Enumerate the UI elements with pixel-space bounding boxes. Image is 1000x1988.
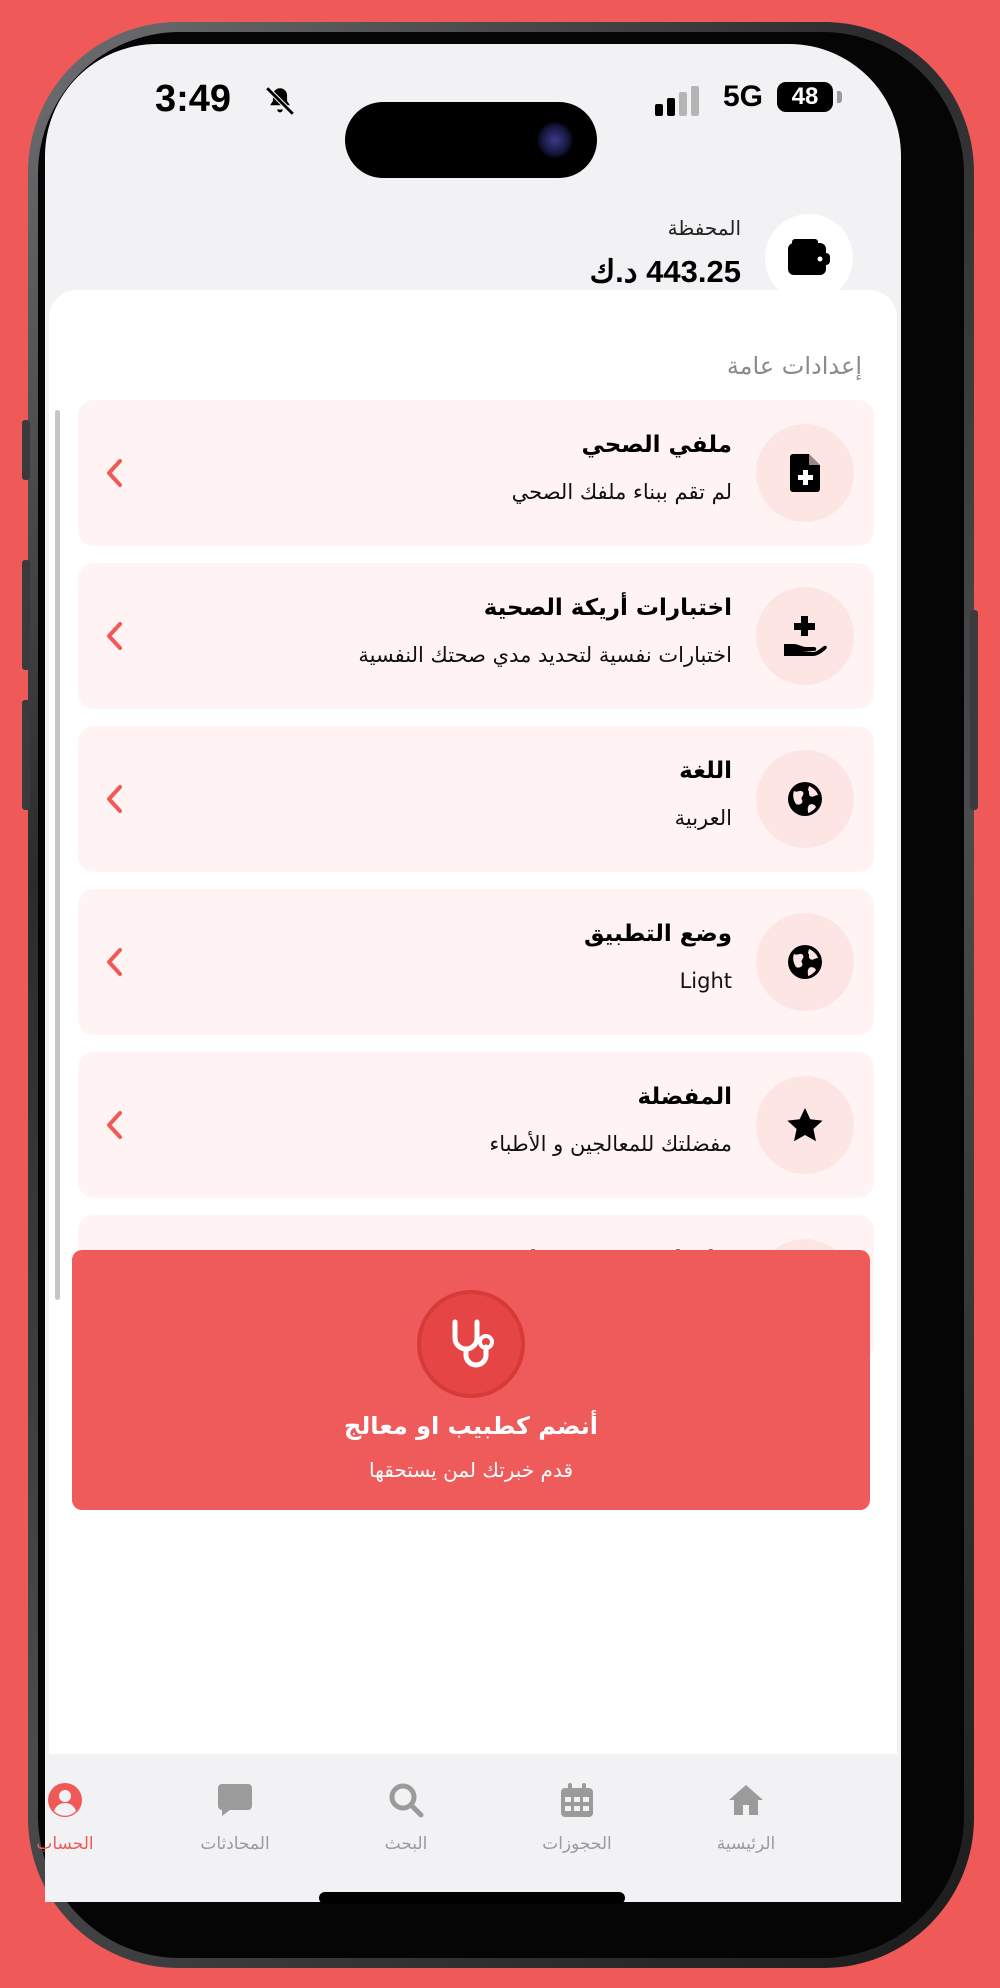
- bottom-tab-bar: [36, 1754, 901, 1902]
- battery-nub: [837, 91, 842, 103]
- wallet-icon: [788, 239, 830, 277]
- settings-item-title: اختبارات أريكة الصحية: [483, 595, 732, 621]
- power-button: [970, 610, 978, 810]
- settings-item-favorites[interactable]: [78, 1052, 874, 1198]
- section-title: إعدادات عامة: [726, 352, 862, 380]
- user-circle-icon: [47, 1782, 83, 1818]
- settings-item-icon-wrap: [756, 750, 854, 848]
- chevron-left-icon: [104, 619, 124, 653]
- settings-item-icon-wrap: [756, 587, 854, 685]
- stethoscope-icon: [443, 1316, 499, 1372]
- scrollbar[interactable]: [55, 410, 60, 1300]
- tab-search[interactable]: [336, 1778, 476, 1854]
- battery-level: 48: [777, 82, 833, 112]
- chevron-left-icon: [104, 1108, 124, 1142]
- calendar-icon: [561, 1783, 593, 1817]
- tab-label: الحجوزات: [542, 1834, 612, 1854]
- action-button: [22, 420, 30, 480]
- settings-item-icon-wrap: [756, 424, 854, 522]
- settings-item-subtitle: العربية: [674, 806, 732, 830]
- chevron-left-icon: [104, 945, 124, 979]
- chat-icon: [218, 1784, 252, 1816]
- bell-slash-icon: [263, 84, 297, 118]
- settings-item-icon-wrap: [756, 1076, 854, 1174]
- wallet-button[interactable]: [765, 214, 853, 302]
- screen: [36, 44, 901, 1902]
- settings-item-title: اللغة: [679, 758, 732, 784]
- tab-account[interactable]: [0, 1778, 135, 1854]
- volume-up-button: [22, 560, 30, 670]
- settings-list: [78, 400, 874, 1378]
- settings-item-title: وضع التطبيق: [583, 921, 732, 947]
- chevron-left-icon: [104, 456, 124, 490]
- tab-bookings[interactable]: [507, 1778, 647, 1854]
- tab-home[interactable]: [676, 1778, 816, 1854]
- home-indicator[interactable]: [319, 1892, 625, 1904]
- join-title: أنضم كطبيب او معالج: [344, 1412, 598, 1440]
- settings-item-title: المفضلة: [637, 1084, 732, 1110]
- search-icon: [388, 1782, 424, 1818]
- status-time: 3:49: [155, 78, 232, 120]
- settings-item-title: ملفي الصحي: [581, 432, 732, 458]
- settings-item-subtitle: اختبارات نفسية لتحديد مدي صحتك النفسية: [358, 643, 732, 667]
- file-medical-icon: [790, 454, 820, 492]
- tab-label: البحث: [384, 1834, 428, 1854]
- status-bar: [45, 44, 901, 154]
- join-icon-wrap: [417, 1290, 525, 1398]
- settings-item-health-profile[interactable]: [78, 400, 874, 546]
- tab-label: الرئيسية: [716, 1834, 776, 1854]
- settings-sheet: [49, 290, 897, 1760]
- join-as-doctor-banner[interactable]: [72, 1250, 870, 1510]
- settings-item-icon-wrap: [756, 913, 854, 1011]
- tab-label: الحساب: [36, 1834, 94, 1854]
- wallet-label: المحفظة: [667, 216, 741, 240]
- volume-down-button: [22, 700, 30, 810]
- tab-label: المحادثات: [200, 1834, 270, 1854]
- network-type: 5G: [723, 80, 764, 113]
- settings-item-subtitle: Light: [679, 969, 732, 993]
- globe-icon: [787, 944, 823, 980]
- settings-item-subtitle: لم تقم ببناء ملفك الصحي: [511, 480, 732, 504]
- join-subtitle: قدم خبرتك لمن يستحقها: [368, 1458, 574, 1482]
- settings-item-app-mode[interactable]: [78, 889, 874, 1035]
- camera-icon: [537, 122, 573, 158]
- chevron-left-icon: [104, 782, 124, 816]
- settings-item-health-tests[interactable]: [78, 563, 874, 709]
- tab-chats[interactable]: [165, 1778, 305, 1854]
- home-icon: [727, 1783, 765, 1817]
- hand-holding-medical-icon: [784, 616, 826, 656]
- star-icon: [786, 1107, 824, 1143]
- settings-item-language[interactable]: [78, 726, 874, 872]
- settings-item-subtitle: مفضلتك للمعالجين و الأطباء: [489, 1132, 732, 1156]
- wallet-amount: 443.25 د.ك: [589, 254, 741, 289]
- globe-icon: [787, 781, 823, 817]
